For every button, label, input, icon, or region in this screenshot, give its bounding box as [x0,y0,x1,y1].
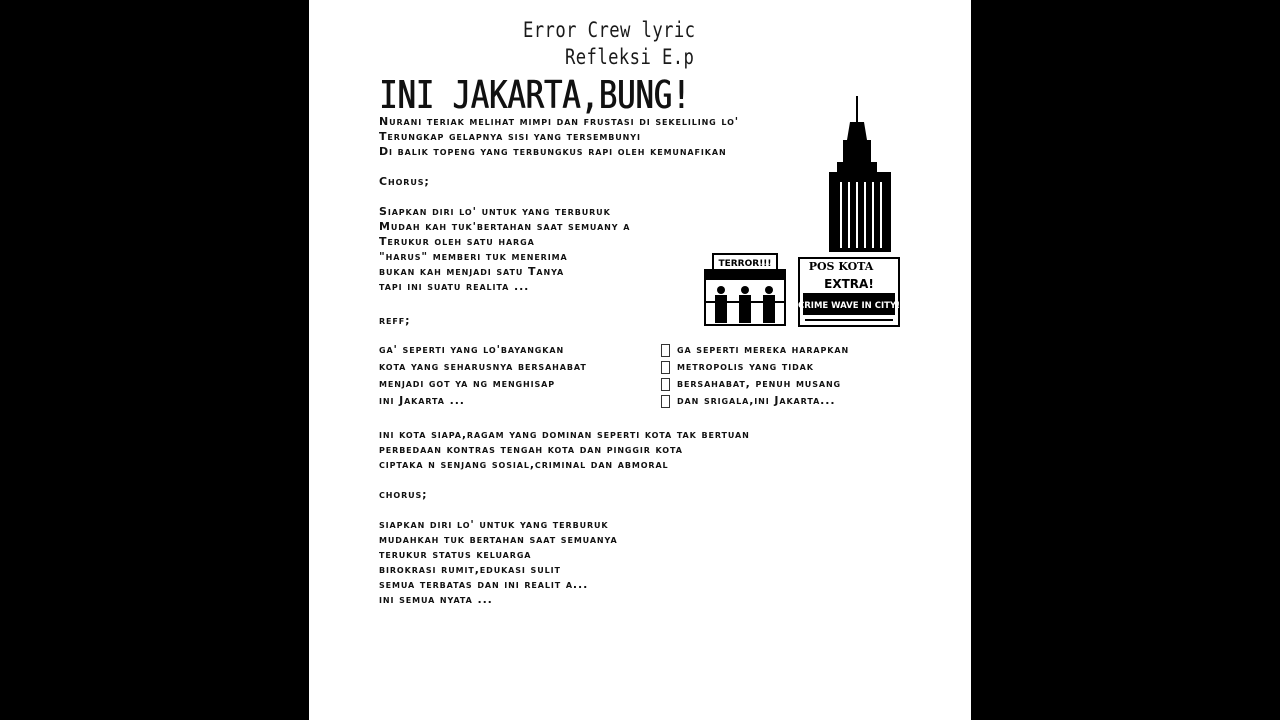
reff-left: ga' seperti yang lo'bayangkan [379,343,565,356]
lyric-line: birokrasi rumit,edukasi sulit [379,563,561,576]
lyric-line: ciptaka n senjang sosial,criminal dan abmoral [379,458,669,471]
checkbox-glyph [661,395,670,408]
credit-line: Error Crew lyric [523,18,696,42]
lyric-line: bukan kah menjadi satu Tanya [379,265,565,278]
verse-2 [379,427,750,472]
booth-sign: TERROR!!! [718,259,772,269]
chorus-label: Chorus; [379,175,430,188]
reff-left: ini Jakarta ... [379,394,465,407]
reff-right: ga seperti mereka harapkan [677,343,850,356]
lyric-line: mudahkah tuk bertahan saat semuanya [379,533,618,546]
lyric-line: terukur status keluarga [379,548,532,561]
chorus-2 [379,517,618,607]
lyric-line: ini kota siapa,ragam yang dominan seperti kota tak bertuan [379,428,750,441]
verse-1 [379,114,739,159]
chorus-label: chorus; [379,488,428,501]
reff-right: dan srigala,ini Jakarta... [677,394,836,407]
newspaper-icon [798,258,900,326]
lyric-line: Siapkan diri lo' untuk yang terburuk [379,205,611,218]
lyric-line: Terukur oleh satu harga [379,235,535,248]
lyric-line: Mudah kah tuk'bertahan saat semuany a [379,220,631,233]
chorus-1 [379,204,630,294]
reff-left: menjadi got ya ng menghisap [379,377,556,390]
reff-row [379,377,919,394]
reff-row [379,343,919,360]
reff-right: metropolis yang tidak [677,360,814,373]
reff-label: reff; [379,314,411,327]
lyric-sheet [309,0,971,720]
reff-row [379,360,919,377]
checkbox-glyph [661,361,670,374]
lyric-line: Di balik topeng yang terbungkus rapi oleh kemunafikan [379,145,727,158]
lyric-line: ini semua nyata ... [379,593,493,606]
newspaper-name: POS KOTA [808,260,874,273]
newspaper-headline: CRIME WAVE IN CITY! [798,301,900,311]
lyric-line: Terungkap gelapnya sisi yang tersembunyi [379,130,641,143]
lyric-line: Nurani teriak melihat mimpi dan frustasi di sekeliling lo' [379,115,740,128]
terror-booth-icon [705,254,785,325]
song-title: INI JAKARTA,BUNG! [379,73,691,117]
checkbox-glyph [661,378,670,391]
city-illustration [697,92,907,332]
lyric-line: tapi ini suatu realita ... [379,280,530,293]
lyric-line: semua terbatas dan ini realit a... [379,578,589,591]
reff-block [379,343,919,411]
reff-right: bersahabat, penuh musang [677,377,842,390]
album-line: Refleksi E.p [565,45,695,69]
lyric-line: siapkan diri lo' untuk yang terburuk [379,518,609,531]
newspaper-extra: EXTRA! [824,277,874,291]
skyscraper-icon [829,96,891,252]
checkbox-glyph [661,344,670,357]
lyric-line: "harus" memberi tuk menerima [379,250,568,263]
lyric-line: perbedaan kontras tengah kota dan pinggir kota [379,443,683,456]
reff-left: kota yang seharusnya bersahabat [379,360,587,373]
reff-row [379,394,919,411]
